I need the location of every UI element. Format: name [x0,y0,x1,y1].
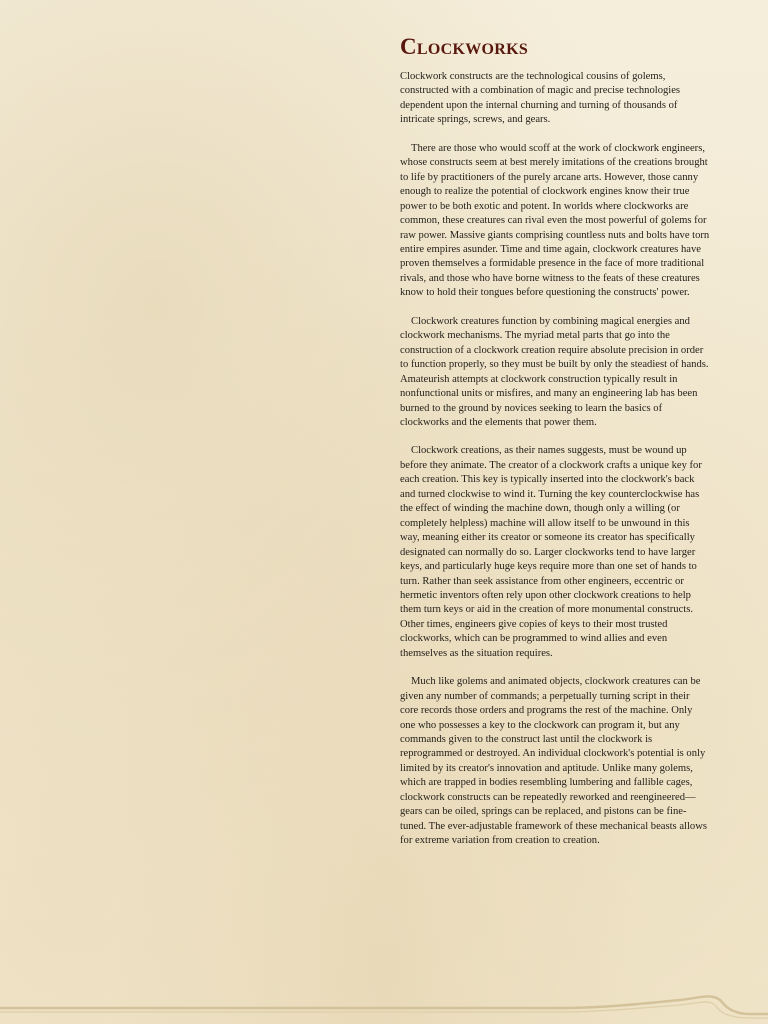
paragraph-intro: Clockwork constructs are the technological cousins of golems, constructed with a combination of magic and precise technologies dependent upon the internal churning and turning of thousands of intricate springs, screws, and gears. [400,71,681,126]
text-column [400,34,710,863]
paragraph-engineers: There are those who would scoff at the work of clockwork engineers, whose constructs seem at best merely imitations of the creations brought to life by practitioners of the purely arcane arts. However, those canny enough to realize the potential of clockwork engines know their true power to be both exotic and potent. In worlds where clockworks are common, these creatures can rival even the most powerful of golems for raw power. Massive giants comprising countless nuts and bolts have torn entire empires asunder. Time and time again, clockwork creatures have proven themselves a formidable presence in the face of more traditional rivals, and those who have borne witness to the feats of these creatures know to hold their tongues before questioning the constructs' power. [400,142,710,299]
paragraph-winding: Clockwork creations, as their names suggests, must be wound up before they animate. The creator of a clockwork crafts a unique key for each creation. This key is typically inserted into the clockwork's back and turned clockwise to wind it. Turning the key counterclockwise has the effect of winding the machine down, though only a willing (or completely helpless) machine will allow itself to be unwound in this way, meaning either its creator or someone its creator has specifically designated can normally do so. Larger clockworks tend to have larger keys, and particularly huge keys require more than one set of hands to turn. Rather than seek assistance from other engineers, eccentric or hermetic inventors often rely upon other clockwork creations to help them turn keys or aid in the creation of more monumental constructs. Other times, engineers give copies of keys to their most trusted clockworks, which can be programmed to wind allies and even themselves as the situation requires. [400,445,702,659]
paragraph-function: Clockwork creatures function by combining magical energies and clockwork mechanisms. The myriad metal parts that go into the construction of a clockwork creation require absolute precision in order to function properly, so they must be built by only the steadiest of hands. Amateurish attempts at clockwork construction typically result in nonfunctional units or misfires, and many an engineering lab has been burned to the ground by novices seeking to learn the basics of clockworks and the elements that power them. [400,315,709,428]
page-footer-border [0,990,768,1024]
paragraph-commands: Much like golems and animated objects, clockwork creatures can be given any number of commands; a perpetually turning script in their core records those orders and programs the rest of the machine. Only one who possesses a key to the clockwork can program it, but any commands given to the construct last until the clockwork is reprogrammed or destroyed. An individual clockwork's potential is only limited by its creator's innovation and aptitude. Unlike many golems, which are trapped in bodies resembling lumbering and fallible cages, clockwork constructs can be repeatedly reworked and reengineered—gears can be oiled, springs can be replaced, and pistons can be fine-tuned. The ever-adjustable framework of these mechanical beasts allows for extreme variation from creation to creation. [400,676,707,847]
section-heading: Clockworks [400,34,529,59]
